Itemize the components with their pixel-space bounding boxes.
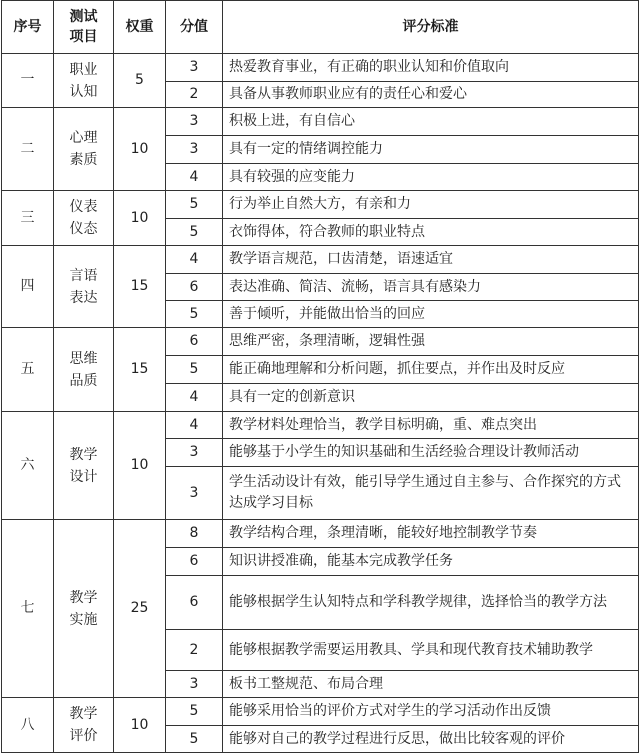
section-weight: 10 — [114, 698, 166, 753]
criterion-text: 教学结构合理，条理清晰，能较好地控制教学节奏 — [223, 520, 639, 548]
section-test-item — [54, 108, 114, 191]
section-index: 八 — [2, 698, 54, 753]
criterion-score: 4 — [166, 384, 223, 412]
table-row — [2, 246, 639, 274]
criterion-score: 4 — [166, 412, 223, 439]
criterion-score: 5 — [166, 698, 223, 726]
header-row — [2, 1, 639, 54]
criterion-text: 衣饰得体，符合教师的职业特点 — [223, 219, 639, 246]
criterion-text: 能正确地理解和分析问题，抓住要点，并作出及时反应 — [223, 356, 639, 384]
section-weight: 25 — [114, 520, 166, 698]
criterion-text: 具有一定的创新意识 — [223, 384, 639, 412]
criterion-score: 5 — [166, 219, 223, 246]
section-test-item — [54, 520, 114, 698]
section-weight: 15 — [114, 328, 166, 412]
criterion-text: 思维严密，条理清晰，逻辑性强 — [223, 328, 639, 356]
criterion-score: 2 — [166, 82, 223, 108]
section-test-item — [54, 246, 114, 328]
section-weight: 10 — [114, 191, 166, 246]
header-weight: 权重 — [114, 1, 166, 54]
criterion-score: 3 — [166, 54, 223, 82]
section-weight: 10 — [114, 108, 166, 191]
section-test-item — [54, 328, 114, 412]
criterion-score: 3 — [166, 108, 223, 136]
header-criteria: 评分标准 — [223, 1, 639, 54]
section-index: 六 — [2, 412, 54, 520]
criterion-text: 教学材料处理恰当，教学目标明确，重、难点突出 — [223, 412, 639, 439]
table-row — [2, 412, 639, 439]
criterion-text: 教学语言规范，口齿清楚，语速适宜 — [223, 246, 639, 274]
section-test-item-label: 心理素质 — [69, 130, 98, 168]
criterion-text: 能够采用恰当的评价方式对学生的学习活动作出反馈 — [223, 698, 639, 726]
section-index: 七 — [2, 520, 54, 698]
header-score: 分值 — [166, 1, 223, 54]
header-index: 序号 — [2, 1, 54, 54]
section-index: 一 — [2, 54, 54, 108]
criterion-text: 能够根据学生认知特点和学科教学规律，选择恰当的教学方法 — [223, 576, 639, 630]
header-test-item — [54, 1, 114, 54]
section-test-item-label: 仪表仪态 — [69, 199, 98, 237]
section-test-item-label: 教学设计 — [69, 446, 98, 485]
section-weight: 5 — [114, 54, 166, 108]
criterion-text: 能够基于小学生的知识基础和生活经验合理设计教师活动 — [223, 439, 639, 467]
section-weight: 10 — [114, 412, 166, 520]
table-row — [2, 698, 639, 726]
criterion-text: 具有一定的情绪调控能力 — [223, 136, 639, 164]
criterion-score: 5 — [166, 726, 223, 753]
section-test-item — [54, 698, 114, 753]
table-row — [2, 54, 639, 82]
criterion-text: 具有较强的应变能力 — [223, 164, 639, 191]
criterion-score: 6 — [166, 548, 223, 576]
criterion-score: 4 — [166, 246, 223, 274]
criterion-score: 5 — [166, 191, 223, 219]
section-test-item-label: 职业认知 — [69, 61, 98, 100]
table-row — [2, 328, 639, 356]
criterion-text: 行为举止自然大方，有亲和力 — [223, 191, 639, 219]
criterion-score: 5 — [166, 301, 223, 328]
criterion-score: 8 — [166, 520, 223, 548]
table-row — [2, 191, 639, 219]
header-test-item-label: 测试项目 — [69, 8, 98, 45]
criterion-text: 热爱教育事业，有正确的职业认知和价值取向 — [223, 54, 639, 82]
section-test-item-label: 教学实施 — [69, 589, 98, 628]
section-index: 五 — [2, 328, 54, 412]
section-test-item-label: 教学评价 — [69, 706, 98, 744]
criterion-score: 6 — [166, 328, 223, 356]
table-header — [2, 1, 639, 54]
section-test-item — [54, 412, 114, 520]
section-weight: 15 — [114, 246, 166, 328]
table-body — [2, 54, 639, 753]
criterion-text: 能够对自己的教学过程进行反思，做出比较客观的评价 — [223, 726, 639, 753]
section-test-item-label: 思维品质 — [69, 350, 98, 389]
criterion-score: 3 — [166, 136, 223, 164]
criterion-score: 6 — [166, 274, 223, 301]
section-test-item — [54, 191, 114, 246]
table-row — [2, 108, 639, 136]
section-index: 四 — [2, 246, 54, 328]
scoring-rubric-table — [1, 0, 639, 753]
criterion-score: 3 — [166, 439, 223, 467]
criterion-score: 6 — [166, 576, 223, 630]
section-index: 三 — [2, 191, 54, 246]
criterion-text: 学生活动设计有效，能引导学生通过自主参与、合作探究的方式达成学习目标 — [223, 467, 639, 520]
table-row — [2, 520, 639, 548]
criterion-score: 5 — [166, 356, 223, 384]
criterion-text: 板书工整规范、布局合理 — [223, 671, 639, 698]
criterion-text: 积极上进，有自信心 — [223, 108, 639, 136]
criterion-text: 表达准确、简洁、流畅，语言具有感染力 — [223, 274, 639, 301]
section-index: 二 — [2, 108, 54, 191]
criterion-text: 善于倾听，并能做出恰当的回应 — [223, 301, 639, 328]
section-test-item — [54, 54, 114, 108]
criterion-text: 知识讲授准确，能基本完成教学任务 — [223, 548, 639, 576]
criterion-score: 2 — [166, 630, 223, 671]
criterion-text: 具备从事教师职业应有的责任心和爱心 — [223, 82, 639, 108]
criterion-text: 能够根据教学需要运用教具、学具和现代教育技术辅助教学 — [223, 630, 639, 671]
section-test-item-label: 言语表达 — [69, 267, 98, 306]
criterion-score: 4 — [166, 164, 223, 191]
criterion-score: 3 — [166, 467, 223, 520]
criterion-score: 3 — [166, 671, 223, 698]
